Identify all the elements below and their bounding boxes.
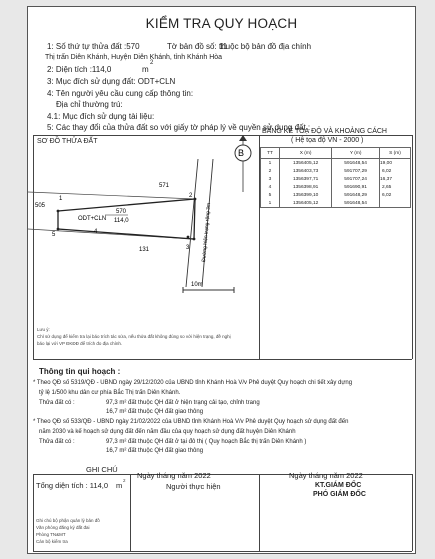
parcel-use-label: ODT+CLN <box>78 216 107 222</box>
table-cell: 3 <box>261 175 280 183</box>
date-director: Ngày tháng năm 2022 <box>289 471 363 480</box>
parcel-number-label: 570 <box>116 209 127 215</box>
distance-value: 6,02 <box>382 169 392 174</box>
distance-value: 19,00 <box>380 161 393 166</box>
vertex-marker <box>57 228 60 231</box>
planning-text: * Theo QĐ số 5319/QĐ - UBND ngày 29/12/2020 của UBND tỉnh Khánh Hoà V/v Phê duyệt Quy hoạch chi tiết xây dựng <box>33 380 353 386</box>
table-cell: 591707,29 <box>332 167 380 175</box>
north-arrow-head <box>239 135 247 141</box>
divider <box>33 474 34 551</box>
table-cell: 591648,54 <box>332 159 380 168</box>
table-cell: 1356398,91 <box>280 183 332 191</box>
land-use-text: 3: Mục đích sử dụng đất: ODT+CLN <box>47 77 176 86</box>
table-header-row <box>261 148 411 159</box>
vertex-label: 4 <box>94 229 98 235</box>
table-cell: 1356405,12 <box>280 159 332 168</box>
table-cell: 2 <box>261 167 280 175</box>
distance-value: 6,02 <box>382 193 392 198</box>
footer-tiny: Phòng TN&MT <box>36 532 66 537</box>
executor-label: Người thực hiện <box>166 482 221 491</box>
road-label: Đường hiện trạng rộng 3m <box>201 202 213 263</box>
map-set-text: thuộc bộ bản đồ địa chính <box>219 42 312 51</box>
notes-label: Lưu ý: <box>37 327 50 332</box>
document-page <box>27 6 416 554</box>
planning-text: 16,7 m² đất thuộc QH đất giao thông <box>106 409 204 415</box>
planning-text: 97,3 m² đất thuộc QH đất ở hiện trạng cải tạo, chỉnh trang <box>106 400 260 406</box>
map-sheet: Tờ bản đồ số: 11 <box>167 42 228 51</box>
parcel-number: 1: Số thứ tự thửa đất :570 <box>47 42 140 51</box>
coord-table-subtitle: ( Hệ tọa độ VN - 2000 ) <box>291 137 364 144</box>
area-unit-sup: 2 <box>150 60 154 66</box>
vertex-marker <box>193 238 196 241</box>
parcel-131-label: 131 <box>139 247 150 253</box>
changes-text: 5: Các thay đổi của thửa đất so với giấy tờ pháp lý về quyền sử dụng đất : <box>47 123 311 132</box>
scale-label: 10m <box>191 282 203 288</box>
parcel-505-label: 505 <box>35 203 46 209</box>
table-cell: 5 <box>261 191 280 199</box>
ghichu-heading: GHI CHÚ <box>86 465 118 474</box>
header-cell: Y (m) <box>332 148 380 159</box>
total-area-sup: 2 <box>123 478 126 483</box>
notes-text: báo lại với VP ĐKĐĐ để trích đo địa chính. <box>37 341 123 346</box>
sketch-heading: SƠ ĐỒ THỬA ĐẤT <box>37 138 98 145</box>
planning-label: Thửa đất có : <box>39 400 75 406</box>
distance-value: 2,65 <box>382 185 392 190</box>
vertex-label: 3 <box>186 245 190 251</box>
footer-tiny: Cán bộ kiểm tra <box>36 539 68 544</box>
planning-text: 16,7 m² đất thuộc QH đất giao thông <box>106 448 204 454</box>
parcel-area-label: 114,0 <box>114 218 129 224</box>
requester-text: 4: Tên người yêu cầu cung cấp thông tin: <box>47 89 194 98</box>
total-area-unit: m <box>116 481 123 490</box>
table-cell <box>380 199 411 208</box>
table-cell: 1356397,71 <box>280 175 332 183</box>
table-cell: 591707,24 <box>332 175 380 183</box>
table-cell: 1356403,73 <box>280 167 332 175</box>
planning-text: * Theo QĐ số 533/QĐ - UBND ngày 21/02/2022 của UBND tỉnh Khánh Hoà V/v Phê duyệt Quy hoạch sử dụng đất đến <box>33 419 349 425</box>
footer-tiny: Văn phòng đăng ký đất đai <box>36 525 90 530</box>
area-unit: m <box>142 65 149 74</box>
vertex-marker <box>57 210 60 213</box>
divider <box>130 474 131 551</box>
table-cell: 1356405,12 <box>280 199 332 208</box>
planning-text: tỷ lệ 1/500 khu dân cư phía Bắc Thị trấn Diên Khánh. <box>39 390 181 396</box>
distance-value: 16,37 <box>380 177 393 182</box>
total-area: Tổng diện tích : 114,0 <box>36 481 108 490</box>
signer-title-2: PHÓ GIÁM ĐỐC <box>313 491 366 498</box>
date-executor: Ngày tháng năm 2022 <box>137 471 211 480</box>
divider <box>33 551 412 552</box>
vertex-label: 1 <box>59 196 63 202</box>
north-letter: B <box>237 148 245 158</box>
table-row <box>261 199 411 208</box>
table-cell: 591648,54 <box>332 199 380 208</box>
table-cell: 1356399,10 <box>280 191 332 199</box>
coord-table-title: BẢNG KÊ TOẠ ĐỘ VÀ KHOẢNG CÁCH <box>262 128 387 135</box>
header-cell: X (m) <box>280 148 332 159</box>
address-text: Địa chỉ thường trú: <box>56 100 123 109</box>
table-cell: 591648,29 <box>332 191 380 199</box>
table-cell: 1 <box>261 159 280 168</box>
signer-title-1: KT.GIÁM ĐỐC <box>315 482 362 489</box>
table-cell: 1 <box>261 199 280 208</box>
divider <box>259 474 260 551</box>
notes-text: Chỉ sử dụng để kiểm tra lại báo trích tác sửa, nếu thửa đất không đúng so với hiện trạng, đề nghị <box>37 334 231 339</box>
header-cell: TT <box>261 148 280 159</box>
table-cell: 591690,91 <box>332 183 380 191</box>
table-cell: 4 <box>261 183 280 191</box>
vertex-marker <box>187 236 190 239</box>
header-cell: S (m) <box>380 148 411 159</box>
vertex-label: 5 <box>52 232 56 238</box>
planning-heading: Thông tin qui hoạch : <box>39 367 121 376</box>
area-text: 2: Diện tích :114,0 <box>47 65 112 74</box>
page-title: KIỂM TRA QUY HOẠCH <box>145 16 298 31</box>
planning-text: năm 2030 và kế hoạch sử dụng đất đến năm đầu của quy hoạch sử dụng đất huyện Diên Khánh <box>39 429 296 435</box>
vertex-label: 2 <box>189 193 193 199</box>
parcel-571-label: 571 <box>159 183 170 189</box>
location-text: Thị trấn Diên Khánh, Huyện Diên Khánh, tỉnh Khánh Hòa <box>45 54 223 61</box>
planning-text: 97,3 m² đất thuộc QH đất ở tại đô thị ( Quy hoạch Bắc thị trấn Diên Khánh ) <box>106 439 307 445</box>
purpose-text: 4.1: Mục đích sử dụng tài liệu: <box>47 112 155 121</box>
footer-tiny: Ghi chú bộ phận quản lý bản đồ <box>36 518 100 523</box>
road-edge <box>186 159 198 287</box>
boundary-571 <box>28 192 195 199</box>
divider <box>412 474 413 551</box>
planning-label: Thửa đất có : <box>39 439 75 445</box>
vertex-marker <box>194 198 197 201</box>
